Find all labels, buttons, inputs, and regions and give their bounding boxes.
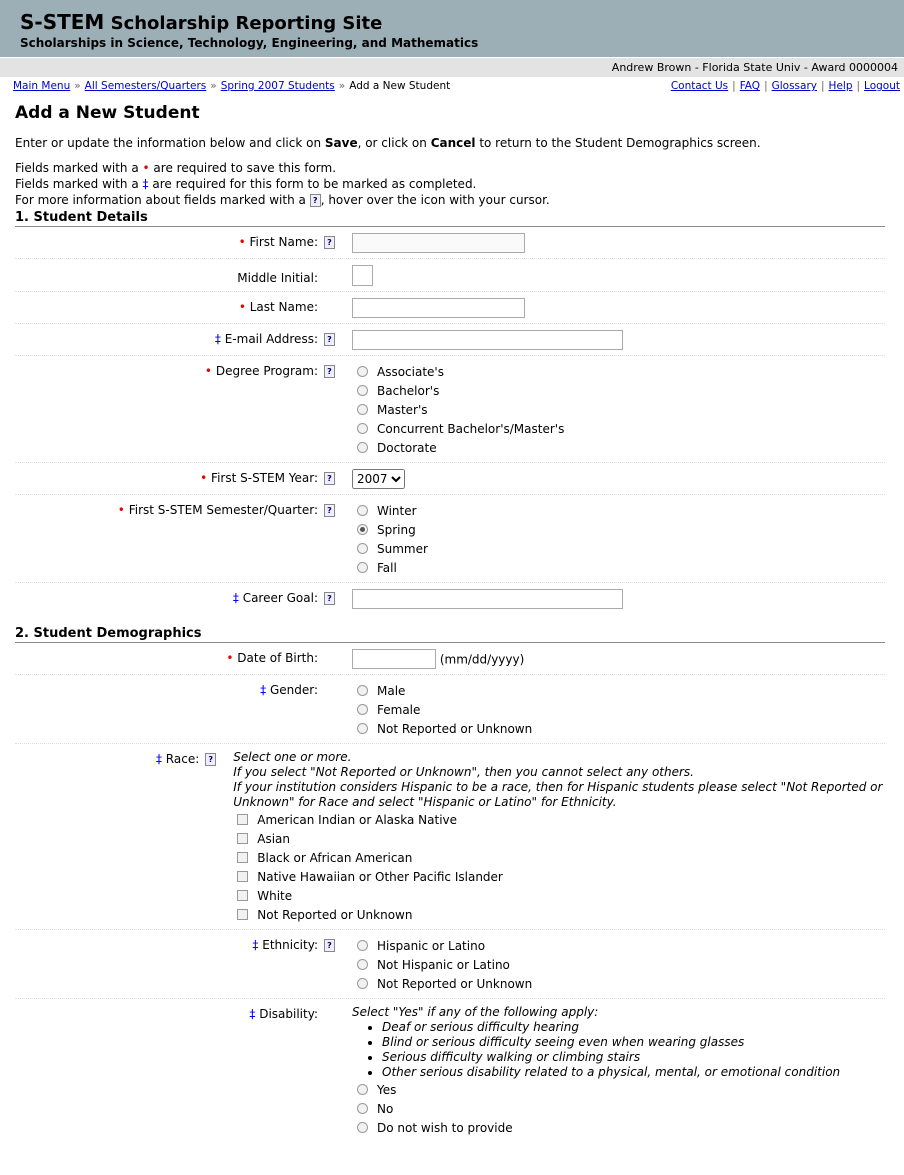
breadcrumb-separator: » [74, 80, 81, 92]
ethnicity-radio[interactable] [357, 940, 368, 951]
semester-radio[interactable] [357, 505, 368, 516]
semester-radio[interactable] [357, 543, 368, 554]
race-check[interactable] [237, 852, 248, 863]
gender-option[interactable] [352, 681, 532, 700]
degree-option[interactable] [352, 362, 564, 381]
disability-option[interactable] [352, 1118, 840, 1137]
semester-radio-group [352, 501, 428, 577]
disability-instructions: Select "Yes" if any of the following apply: • Deaf or serious difficulty hearing • Blind or serious difficulty seeing even when wearing glasses • Serious difficulty walking or climbing stairs • Other serious disability related to a physical, mental, or emotional condition [352, 1005, 840, 1080]
middle-initial-input[interactable] [352, 265, 373, 286]
row-degree: • Degree Program: ? Associate's Bachelor's Master's Concurrent Bachelor's/Master's Doctorate [15, 356, 885, 463]
row-race: ‡ Race: ? Select one or more. If you select "Not Reported or Unknown", then you cannot select any others. If your institution considers Hispanic to be a race, then for Hispanic students please select "Not Reported or Unknown" for Race and select "Hispanic or Latino" for Ethnicity. American Indian or Alaska Native Asian Black or African American Native Hawaiian or Other Pacific Islander White Not Reported or Unknown [15, 744, 885, 930]
degree-radio[interactable] [357, 404, 368, 415]
row-last-name: • Last Name: [15, 292, 885, 324]
disability-radio[interactable] [357, 1103, 368, 1114]
semester-option[interactable] [352, 520, 428, 539]
ethnicity-option-label: Not Reported or Unknown [377, 976, 533, 991]
gender-radio[interactable] [357, 685, 368, 696]
top-links: Contact Us | FAQ | Glossary | Help | Logout [670, 80, 900, 92]
degree-option-label: Concurrent Bachelor's/Master's [377, 421, 565, 436]
ethnicity-option[interactable] [352, 955, 532, 974]
race-check[interactable] [237, 814, 248, 825]
degree-option[interactable] [352, 381, 564, 400]
degree-radio-group [352, 362, 564, 457]
ethnicity-radio[interactable] [357, 978, 368, 989]
race-option[interactable] [233, 848, 885, 867]
page-title: Add a New Student [15, 103, 200, 123]
site-title-bold: S-STEM [20, 10, 105, 34]
disability-radio-group [352, 1080, 840, 1137]
contact-us-link[interactable]: Contact Us [670, 80, 729, 92]
site-banner [0, 0, 904, 57]
disability-option-label: No [377, 1101, 394, 1116]
race-option[interactable] [233, 829, 885, 848]
help-icon[interactable]: ? [205, 753, 216, 766]
breadcrumb [13, 77, 450, 95]
race-option-label: White [257, 888, 293, 903]
degree-radio[interactable] [357, 385, 368, 396]
race-option[interactable] [233, 886, 885, 905]
semester-option-label: Winter [377, 503, 417, 518]
race-option-label: American Indian or Alaska Native [257, 812, 458, 827]
gender-radio[interactable] [357, 704, 368, 715]
disability-radio[interactable] [357, 1122, 368, 1133]
disability-radio[interactable] [357, 1084, 368, 1095]
help-icon[interactable]: ? [324, 504, 335, 517]
row-year: • First S-STEM Year: ? 2007 [15, 463, 885, 495]
dob-format-hint: (mm/dd/yyyy) [439, 652, 525, 667]
help-icon[interactable]: ? [324, 939, 335, 952]
gender-radio-group [352, 681, 532, 738]
semester-option[interactable] [352, 558, 428, 577]
degree-option[interactable] [352, 400, 564, 419]
degree-radio[interactable] [357, 366, 368, 377]
row-middle-initial: Middle Initial: [15, 259, 885, 292]
breadcrumb-separator: » [338, 80, 346, 92]
section-student-details: 1. Student Details [15, 210, 885, 227]
row-email: ‡ E-mail Address: ? [15, 324, 885, 356]
glossary-link[interactable]: Glossary [771, 80, 817, 92]
race-option[interactable] [233, 867, 885, 886]
career-goal-input[interactable] [352, 589, 623, 609]
ethnicity-radio-group [352, 936, 532, 993]
ethnicity-option-label: Hispanic or Latino [377, 938, 486, 953]
disability-option-label: Yes [377, 1082, 397, 1097]
degree-option-label: Doctorate [377, 440, 437, 455]
breadcrumb-main-menu[interactable]: Main Menu [13, 80, 71, 92]
help-icon[interactable]: ? [324, 333, 335, 346]
semester-option[interactable] [352, 539, 428, 558]
user-info: Andrew Brown - Florida State Univ - Award 0000004 [0, 57, 904, 77]
gender-radio[interactable] [357, 723, 368, 734]
disability-option-label: Do not wish to provide [377, 1120, 513, 1135]
ethnicity-option[interactable] [352, 974, 532, 993]
degree-radio[interactable] [357, 423, 368, 434]
degree-option[interactable] [352, 438, 564, 457]
row-disability: ‡ Disability: Select "Yes" if any of the following apply: • Deaf or serious difficulty hearing • Blind or serious difficulty seeing even when wearing glasses • Serious difficulty walking or climbing stairs • Other serious disability related to a physical, mental, or emotional condition Yes No Do not wish to provide [15, 999, 885, 1142]
row-first-name: • First Name: ? [15, 227, 885, 259]
gender-option-label: Female [377, 702, 421, 717]
breadcrumb-all-semesters[interactable]: All Semesters/Quarters [84, 80, 207, 92]
race-instructions: Select one or more. If you select "Not Reported or Unknown", then you cannot select any others. If your institution considers Hispanic to be a race, then for Hispanic students please select "Not Reported or Unknown" for Race and select "Hispanic or Latino" for Ethnicity. [233, 750, 883, 809]
race-check[interactable] [237, 833, 248, 844]
gender-option-label: Not Reported or Unknown [377, 721, 533, 736]
degree-option-label: Bachelor's [377, 383, 440, 398]
race-option-label: Asian [257, 831, 291, 846]
semester-radio[interactable] [357, 562, 368, 573]
row-gender: ‡ Gender: Male Female Not Reported or Unknown [15, 675, 885, 744]
semester-option-label: Fall [377, 560, 397, 575]
logout-link[interactable]: Logout [864, 80, 900, 92]
last-name-input[interactable] [352, 298, 525, 318]
semester-radio[interactable] [357, 524, 368, 535]
gender-option-label: Male [377, 683, 406, 698]
race-check[interactable] [237, 871, 248, 882]
race-option-label: Not Reported or Unknown [257, 907, 413, 922]
semester-option-label: Summer [377, 541, 428, 556]
race-option[interactable] [233, 810, 885, 829]
disability-option[interactable] [352, 1080, 840, 1099]
ethnicity-option-label: Not Hispanic or Latino [377, 957, 510, 972]
dob-input[interactable] [352, 649, 436, 669]
help-icon[interactable]: ? [324, 592, 335, 605]
breadcrumb-spring-2007[interactable]: Spring 2007 Students [220, 80, 335, 92]
section-student-demographics: 2. Student Demographics [15, 626, 885, 643]
help-link[interactable]: Help [828, 80, 853, 92]
help-icon[interactable]: ? [324, 472, 335, 485]
first-name-input[interactable] [352, 233, 525, 253]
degree-option-label: Associate's [377, 364, 444, 379]
gender-option[interactable] [352, 719, 532, 738]
help-icon[interactable]: ? [324, 365, 335, 378]
race-check[interactable] [237, 890, 248, 901]
race-check[interactable] [237, 909, 248, 920]
row-career-goal: ‡ Career Goal: ? [15, 583, 885, 614]
disability-option[interactable] [352, 1099, 840, 1118]
year-select[interactable] [352, 469, 405, 489]
semester-option-label: Spring [377, 522, 416, 537]
gender-option[interactable] [352, 700, 532, 719]
site-subtitle: Scholarships in Science, Technology, Engineering, and Mathematics [20, 36, 479, 50]
breadcrumb-separator: » [210, 80, 217, 92]
row-ethnicity: ‡ Ethnicity: ? Hispanic or Latino Not Hispanic or Latino Not Reported or Unknown [15, 930, 885, 999]
ethnicity-radio[interactable] [357, 959, 368, 970]
degree-option[interactable] [352, 419, 564, 438]
semester-option[interactable] [352, 501, 428, 520]
row-semester: • First S-STEM Semester/Quarter: ? Winter Spring Summer Fall [15, 495, 885, 583]
degree-radio[interactable] [357, 442, 368, 453]
race-checkbox-group [233, 810, 885, 924]
row-dob: • Date of Birth: (mm/dd/yyyy) [15, 643, 885, 675]
email-input[interactable] [352, 330, 623, 350]
race-option-label: Native Hawaiian or Other Pacific Islander [257, 869, 503, 884]
help-icon: ? [310, 194, 321, 207]
help-icon[interactable]: ? [324, 236, 335, 249]
degree-option-label: Master's [377, 402, 428, 417]
race-option-label: Black or African American [257, 850, 413, 865]
ethnicity-option[interactable] [352, 936, 532, 955]
site-title: Scholarship Reporting Site [110, 13, 383, 34]
race-option[interactable] [233, 905, 885, 924]
instructions: Enter or update the information below and click on Save, or click on Cancel to return to the Student Demographics screen. Fields marked with a • are required to save this form. Fields marked with a ‡ are required for this form to be marked as completed. For more information about fields marked with a ? , hover over the icon with your cursor. [15, 136, 761, 207]
faq-link[interactable]: FAQ [739, 80, 761, 92]
breadcrumb-current: Add a New Student [349, 80, 451, 92]
